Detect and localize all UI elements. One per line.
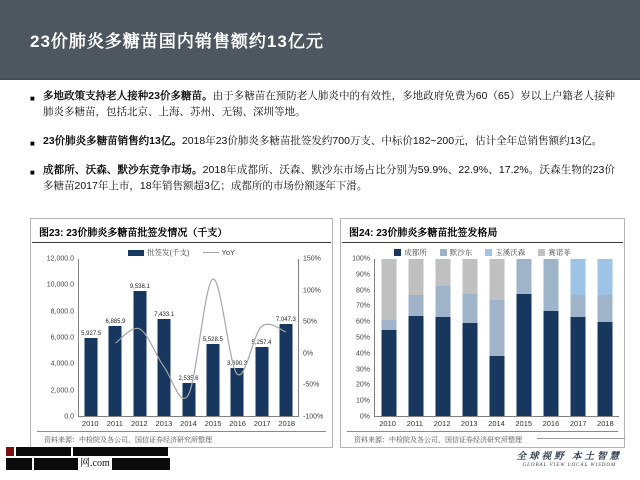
series-swatch-icon: [485, 249, 492, 256]
bullet-text: 2018年成都所、沃森、默沙东市场占比分别为59.9%、22.9%、17.2%。沃森生物的23价多糖苗2017年上市，18年销售额超3亿；成都所的市场份额逐年下滑。: [43, 164, 616, 192]
bar-value-label: 5,257.4: [251, 340, 272, 347]
x-axis-tick: 2012: [433, 419, 451, 428]
x-axis-tick: 2010: [81, 419, 99, 428]
x-axis-tick: 2011: [106, 419, 123, 428]
y-axis-tick: 80%: [355, 287, 370, 295]
line-swatch-icon: [203, 252, 219, 253]
y-axis-tick: 0%: [359, 413, 370, 421]
y-axis-tick: 90%: [355, 271, 370, 279]
stack-segment-成都所: [517, 294, 532, 416]
legend-item: [538, 247, 571, 258]
legend-label: YoY: [221, 248, 235, 257]
watermark-black-block: [16, 447, 71, 456]
figure-24-panel: [340, 218, 625, 448]
stack-segment-默沙东: [490, 300, 505, 357]
x-axis-tick: 2013: [460, 419, 478, 428]
figure-23-plot-area: [78, 259, 299, 417]
figure-24-x-axis: [374, 417, 619, 429]
stacked-bar: [571, 259, 586, 416]
figure-24-source: 资料来源：中检院及各公司，国信证券经济研究所整理: [354, 437, 522, 444]
y-axis-tick: 10,000.0: [46, 281, 74, 289]
stacked-bar: [381, 259, 396, 416]
x-axis-tick: 2014: [488, 419, 505, 428]
figure-24-plot-area: [374, 259, 619, 417]
x-axis-tick: 2015: [515, 419, 533, 428]
y-axis-tick: 100%: [303, 287, 321, 295]
stack-segment-赛诺菲: [381, 259, 396, 320]
slide-header: [0, 0, 640, 80]
stacked-bar: [462, 259, 477, 416]
legend-item: [440, 247, 473, 258]
x-axis-tick: 2016: [542, 419, 560, 428]
stack-segment-默沙东: [462, 294, 477, 324]
bar-value-label: 3,690.3: [227, 360, 248, 367]
watermark-logo: [6, 447, 216, 472]
bullet-list: [30, 88, 615, 207]
stack-segment-默沙东: [435, 286, 450, 317]
stack-segment-赛诺菲: [435, 259, 450, 286]
x-axis-tick: 2010: [379, 419, 396, 428]
legend-label: 批签发(千支): [147, 248, 190, 257]
stack-segment-默沙东: [598, 295, 613, 322]
bullet-square-icon: ■: [30, 94, 35, 103]
legend-item: [394, 247, 427, 258]
motto-english: GLOBAL VIEW LOCAL WISDOM: [522, 463, 617, 468]
watermark-text: 网.com: [80, 458, 110, 469]
figure-24-left-axis: [346, 255, 374, 421]
stack-segment-玉溪沃森: [571, 259, 586, 295]
figure-23-legend: [36, 246, 327, 259]
x-axis-tick: 2013: [155, 419, 173, 428]
stack-segment-赛诺菲: [490, 259, 505, 300]
y-axis-tick: 50%: [303, 318, 318, 326]
stack-segment-默沙东: [544, 259, 559, 311]
y-axis-tick: 60%: [355, 318, 370, 326]
x-axis-tick: 2017: [569, 419, 587, 428]
x-axis-tick: 2014: [180, 419, 197, 428]
x-axis-tick: 2017: [253, 419, 271, 428]
figure-23-x-axis: [78, 417, 299, 429]
bullet-lead: 成都所、沃森、默沙东竞争市场。: [43, 164, 203, 176]
stack-segment-默沙东: [381, 320, 396, 329]
watermark-row: [6, 447, 216, 456]
bullet-square-icon: ■: [30, 168, 35, 177]
y-axis-tick: 2,000.0: [50, 387, 74, 395]
bullet-square-icon: ■: [30, 139, 35, 148]
charts-row: [30, 218, 625, 448]
stack-segment-成都所: [490, 356, 505, 416]
x-axis-tick: 2018: [278, 419, 296, 428]
stacked-bar: [490, 259, 505, 416]
figure-23-title: 图23: 23价肺炎多糖苗批签发情况（千支）: [39, 228, 228, 239]
y-axis-tick: 50%: [355, 334, 370, 342]
legend-item-line: [203, 248, 236, 257]
stack-segment-成都所: [462, 323, 477, 416]
legend-label: 玉溪沃森: [495, 248, 526, 257]
motto-chinese: 全球视野 本土智慧: [516, 452, 622, 462]
brand-motto: [517, 448, 622, 468]
y-axis-tick: 6,000.0: [50, 334, 74, 342]
bullet-lead: 多地政策支持老人接种23价多糖苗。: [43, 90, 213, 102]
watermark-row: [6, 458, 216, 470]
y-axis-tick: 12,000.0: [46, 255, 74, 263]
x-axis-tick: 2018: [597, 419, 614, 428]
legend-label: 赛诺菲: [548, 248, 571, 257]
legend-label: 成都所: [404, 248, 427, 257]
stack-segment-成都所: [544, 311, 559, 416]
stack-segment-成都所: [598, 322, 613, 416]
bar-swatch-icon: [128, 250, 144, 256]
bar-value-label: 6,885.9: [105, 318, 126, 325]
watermark-black-block: [112, 458, 170, 470]
stacked-bar: [435, 259, 450, 416]
bullet-item: [30, 88, 615, 120]
series-swatch-icon: [538, 249, 545, 256]
y-axis-tick: 70%: [355, 302, 370, 310]
bullet-item: [30, 162, 615, 194]
footer-divider: [537, 438, 625, 439]
x-axis-tick: 2015: [204, 419, 222, 428]
bar-value-label: 5,927.5: [81, 331, 102, 338]
y-axis-tick: 10%: [355, 397, 370, 405]
legend-item: [485, 247, 525, 258]
y-axis-tick: -50%: [303, 381, 320, 389]
y-axis-tick: 150%: [303, 255, 321, 263]
watermark-red-block: [6, 447, 14, 456]
stacked-bar: [544, 259, 559, 416]
stack-segment-赛诺菲: [408, 259, 423, 295]
stack-segment-默沙东: [571, 295, 586, 317]
y-axis-tick: 0.0: [64, 413, 74, 421]
stack-segment-成都所: [435, 317, 450, 416]
figure-23-right-axis: [299, 255, 327, 421]
watermark-black-block: [34, 458, 78, 470]
legend-label: 默沙东: [449, 248, 473, 257]
figure-24-legend: [346, 246, 619, 259]
x-axis-tick: 2016: [229, 419, 246, 428]
figure-24-title: 图24: 23价肺炎多糖苗批签发格局: [349, 228, 498, 239]
watermark-black-block: [73, 447, 168, 456]
y-axis-tick: 4,000.0: [50, 360, 74, 368]
legend-item-bar: [128, 247, 190, 258]
page-title: 23价肺炎多糖苗国内销售额约13亿元: [30, 31, 324, 51]
bar-value-label: 9,538.1: [129, 284, 150, 291]
stacked-bar: [408, 259, 423, 416]
yoy-line: [79, 259, 298, 416]
stack-segment-玉溪沃森: [598, 259, 613, 295]
bullet-lead: 23价肺炎多糖苗销售约13亿。: [43, 135, 182, 147]
stacked-bar: [598, 259, 613, 416]
bar-value-label: 5,528.5: [202, 336, 223, 343]
bullet-text: 2018年23价肺炎多糖苗批签发约700万支、中标价182~200元，估计全年总销售额约13亿。: [181, 135, 603, 147]
watermark-black-block: [6, 458, 32, 470]
stack-segment-成都所: [571, 317, 586, 416]
y-axis-tick: 0%: [303, 350, 314, 358]
figure-23-left-axis: [36, 255, 78, 421]
x-axis-tick: 2012: [131, 419, 148, 428]
y-axis-tick: 8,000.0: [50, 308, 74, 316]
stack-segment-默沙东: [517, 259, 532, 294]
figure-23-panel: [30, 218, 333, 448]
y-axis-tick: 100%: [352, 255, 370, 263]
stacked-bar: [517, 259, 532, 416]
bar-value-label: 2,535.6: [178, 375, 199, 382]
bar-value-label: 7,047.3: [275, 316, 296, 323]
y-axis-tick: 40%: [355, 350, 370, 358]
series-swatch-icon: [440, 249, 447, 256]
stack-segment-赛诺菲: [462, 259, 477, 294]
y-axis-tick: -100%: [303, 413, 324, 421]
y-axis-tick: 20%: [355, 381, 370, 389]
bullet-text: 由于多糖苗在预防老人肺炎中的有效性，多地政府免费为60（65）岁以上户籍老人接种肺炎多糖苗，包括北京、上海、苏州、无锡、深圳等地。: [43, 90, 615, 118]
stack-segment-默沙东: [408, 295, 423, 315]
series-swatch-icon: [394, 249, 401, 256]
bullet-item: [30, 133, 615, 149]
bar-value-label: 7,433.1: [154, 311, 175, 318]
x-axis-tick: 2011: [406, 419, 423, 428]
y-axis-tick: 30%: [355, 366, 370, 374]
figure-23-source: 资料来源：中检院及各公司，国信证券经济研究所整理: [44, 437, 212, 444]
stack-segment-成都所: [408, 316, 423, 416]
stack-segment-成都所: [381, 330, 396, 416]
